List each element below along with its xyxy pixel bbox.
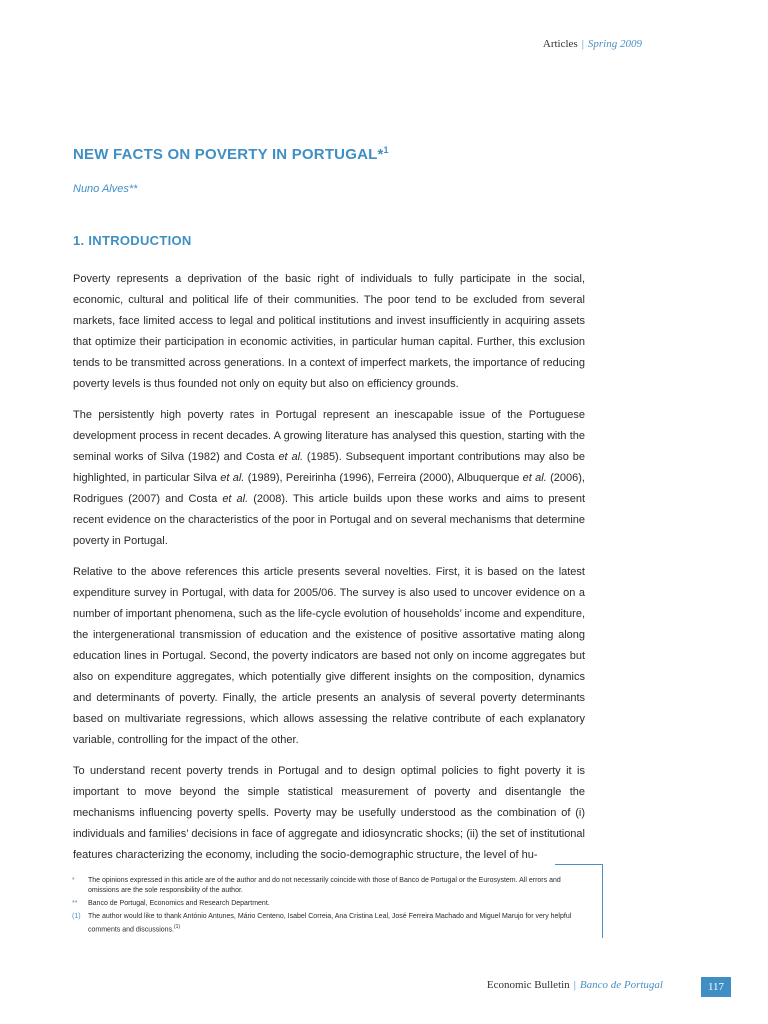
footnote-text: Banco de Portugal, Economics and Research Department. [88, 900, 270, 907]
article-title [73, 145, 389, 163]
text-run: (1985). Subsequent important contributions may also be highlighted, in particular Silva [73, 451, 585, 484]
italic-text-run: et al. [220, 472, 245, 484]
text-run: (2006), Rodrigues (2007) and Costa [73, 472, 585, 505]
italic-text-run: et al. [222, 493, 249, 505]
footnote-marker: * [72, 877, 75, 884]
footnote-item [72, 876, 587, 896]
text-run: To understand recent poverty trends in Portugal and to design optimal policies to fight poverty it is important to move beyond the simple statistical measurement of poverty and disentangle the mechanisms influencing poverty spells. Poverty may be usefully understood as the combination of (i) individuals and families’ decisions in face of aggregate and idiosyncratic shocks; (ii) the set of institutional features characterizing the economy, including the socio-demographic structure, the level of hu- [73, 765, 585, 861]
footnote-text-wrapper [88, 899, 270, 909]
footnote-item [72, 912, 587, 935]
footnote-text-wrapper [88, 876, 587, 896]
header-separator: | [581, 38, 584, 50]
italic-text-run: et al. [522, 472, 547, 484]
text-run: (2008). This article builds upon these works and aims to present recent evidence on the characteristics of the poor in Portugal and on several mechanisms that determine poverty in Portugal. [73, 493, 586, 547]
text-run: Poverty represents a deprivation of the basic right of individuals to fully participate in the social, economic, cultural and political life of their communities. The poor tend to be excluded from several markets, face limited access to legal and political institutions and invest insufficiently in acquiring assets that optimize their participation in economic activities, in particular human capital. Further, this exclusion tends to be transmitted across generations. In a context of imperfect markets, the importance of reducing poverty levels is thus founded not only on equity but also on efficiency grounds. [73, 273, 585, 390]
page-number: 117 [701, 977, 731, 997]
footnote-superscript: (1) [173, 924, 181, 930]
footer-institution: Banco de Portugal [579, 979, 663, 991]
text-run: Relative to the above references this article presents several novelties. First, it is based on the latest expenditure survey in Portugal, with data for 2005/06. The survey is also used to uncover evidence on a number of important phenomena, such as the life-cycle evolution of households’ income and expenditure, the intergenerational transmission of education and the existence of positive assortative mating along education lines in Portugal. Second, the poverty indicators are based not only on income aggregates but also on expenditure aggregates, which potentially give different insights on the composition, dynamics and determinants of poverty. Finally, the article presents an analysis of several poverty determinants based on multivariate regressions, which allows assessing the relative contribute of each explanatory variable, controlling for the impact of the other. [73, 566, 586, 746]
running-footer [487, 979, 663, 991]
section-heading-introduction: 1. INTRODUCTION [73, 233, 192, 248]
header-section: Articles [542, 38, 578, 50]
article-author: Nuno Alves** [73, 183, 138, 195]
footnote-marker: ** [72, 900, 78, 907]
italic-text-run: et al. [278, 451, 304, 463]
text-run: The persistently high poverty rates in Portugal represent an inescapable issue of the Portuguese development process in recent decades. A growing literature has analysed this question, starting with the seminal works of Silva (1982) and Costa [73, 409, 585, 463]
body-paragraph [73, 761, 585, 866]
footnote-text: The opinions expressed in this article are of the author and do not necessarily coincide with those of Banco de Portugal or the Eurosystem. All errors and omissions are the sole responsibility of the author. [88, 877, 561, 894]
footer-publication: Economic Bulletin [486, 979, 570, 991]
article-body [73, 269, 585, 876]
body-paragraph [73, 405, 585, 552]
footer-separator: | [573, 979, 576, 991]
footnotes [72, 876, 587, 938]
running-header [543, 38, 642, 50]
header-issue: Spring 2009 [587, 38, 642, 50]
footnote-text-wrapper [88, 912, 587, 935]
footnote-text: The author would like to thank António Antunes, Mário Centeno, Isabel Correia, Ana Cristina Leal, José Ferreira Machado and Miguel Marujo for very helpful comments and discussions. [88, 913, 572, 934]
article-title-text: NEW FACTS ON POVERTY IN PORTUGAL* [73, 146, 384, 163]
footnote-item [72, 899, 587, 909]
title-footnote-marker: 1 [383, 145, 389, 155]
footnote-marker: (1) [72, 913, 81, 920]
body-paragraph [73, 562, 585, 751]
body-paragraph [73, 269, 585, 395]
text-run: (1989), Pereirinha (1996), Ferreira (2000), Albuquerque [244, 472, 523, 484]
